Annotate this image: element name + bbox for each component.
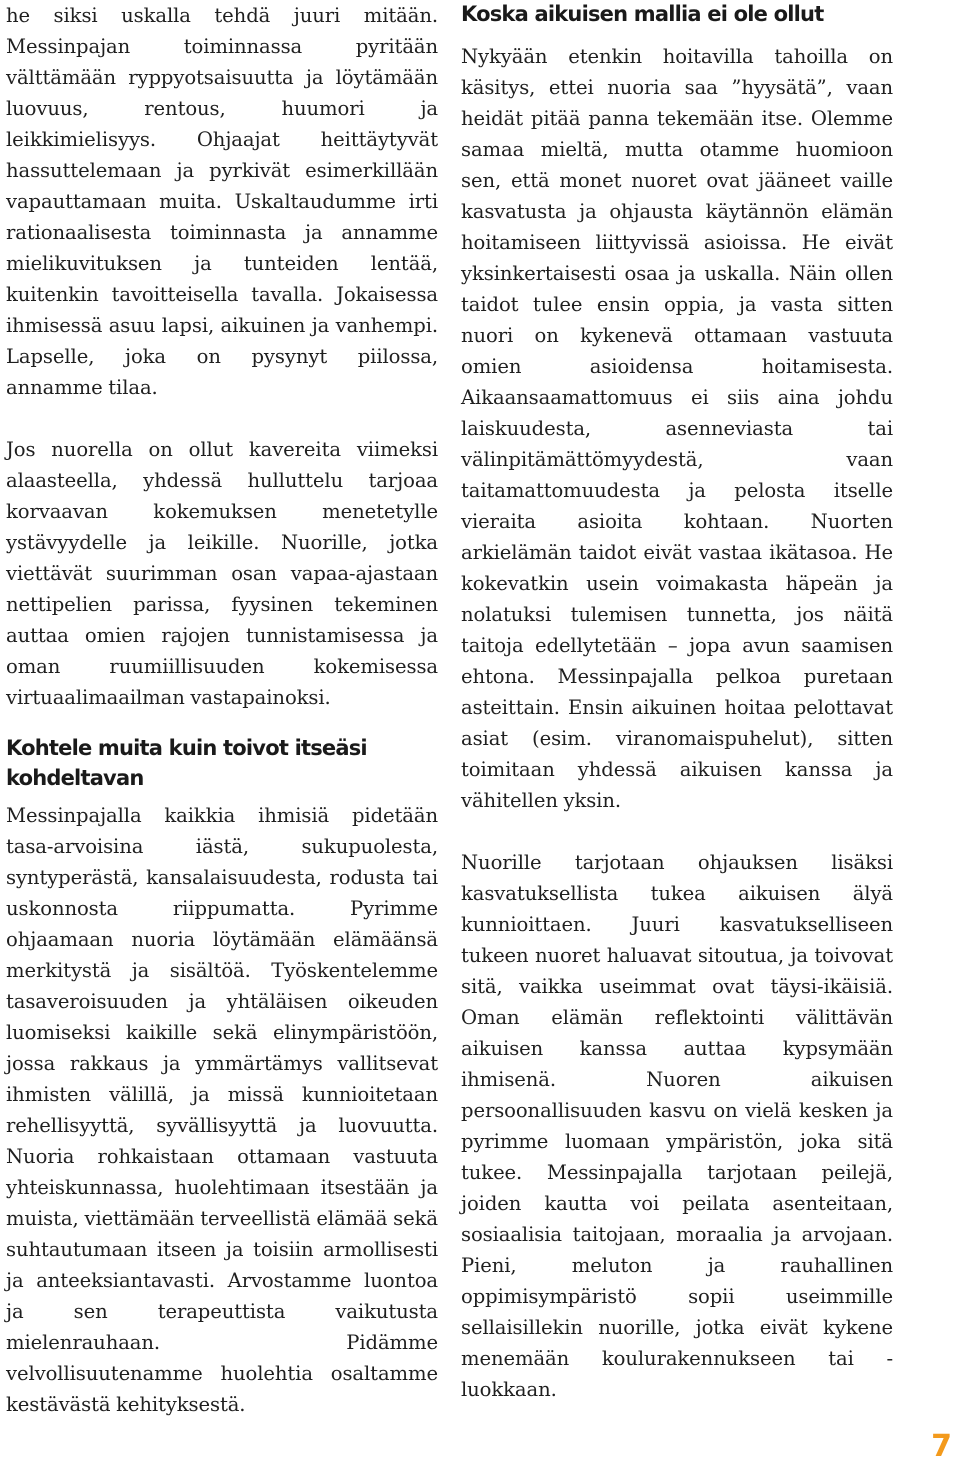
paragraph-spacer xyxy=(461,816,893,847)
right-paragraph-1: Nykyään etenkin hoitavilla tahoilla on käsitys, ettei nuoria saa ”hyysätä”, vaan heidät pitää panna tekemään itse. Olemme samaa mieltä, mutta otamme huomioon sen, että monet nuoret ovat jääneet vaille kasvatusta ja ohjausta käytännön elämän hoitamiseen liittyvissä asioissa. He eivät yksinkertaisesti osaa ja uskalla. Näin ollen taidot tulee ensin oppia, ja vasta sitten nuori on kykenevä ottamaan vastuuta omien asioidensa hoitamisesta. Aikaansaamattomuus ei siis aina johdu laiskuudesta, asenneviasta tai välinpitämättömyydestä, vaan taitamattomuudesta ja pelosta itselle vieraita asioita kohtaan. Nuorten arkielämän taidot eivät vastaa ikätasoa. He kokevatkin usein voimakasta häpeän ja nolatuksi tulemisen tunnetta, jos näitä taitoja edellytetään – jopa avun saamisen ehtona. Messinpajalla pelkoa puretaan asteittain. Ensin aikuinen hoitaa pelottavat asiat (esim. viranomaispuhelut), sitten toimitaan yhdessä aikuisen kanssa ja vähitellen yksin. xyxy=(461,45,893,812)
right-column xyxy=(461,0,893,1405)
paragraph-spacer xyxy=(6,403,438,434)
left-paragraph-3: Messinpajalla kaikkia ihmisiä pidetään tasa-arvoisina iästä, sukupuolesta, syntyperästä, kansalaisuudesta, rodusta tai uskonnosta riippumatta. Pyrimme ohjaamaan nuoria löytämään elämäänsä merkitystä ja sisältöä. Työskentelemme tasaveroisuuden ja yhtäläisen oikeuden luomiseksi kaikille sekä elinympäristöön, jossa rakkaus ja ymmärtämys vallitsevat ihmisten välillä, ja missä kunnioitetaan rehellisyyttä, syvällisyyttä ja luovuutta. Nuoria rohkaistaan ottamaan vastuuta yhteiskunnassa, huolehtimaan itsestään ja muista, viettämään terveellistä elämää sekä suhtautumaan itseen ja toisiin armollisesti ja anteeksiantavasti. Arvostamme luontoa ja sen terapeuttista vaikutusta mielenrauhaan. Pidämme velvollisuutenamme huolehtia osaltamme kestävästä kehityksestä. xyxy=(6,804,438,1416)
right-paragraph-2: Nuorille tarjotaan ohjauksen lisäksi kasvatuksellista tukea aikuisen älyä kunnioittaen. Juuri kasvatukselliseen tukeen nuoret haluavat sitoutua, ja toivovat sitä, vaikka useimmat ovat täysi-ikäisiä. Oman elämän reflektointi välittävän aikuisen kanssa auttaa kypsymään ihmisenä. Nuoren aikuisen persoonallisuuden kasvu on vielä kesken ja pyrimme luomaan ympäristön, joka sitä tukee. Messinpajalla tarjotaan peilejä, joiden kautta voi peilata asenteitaan, sosiaalisia taitojaan, moraalia ja arvojaan. Pieni, meluton ja rauhallinen oppimisympäristö sopii useimmille sellaisillekin nuorille, jotka eivät kykene menemään koulurakennukseen tai -luokkaan. xyxy=(461,851,893,1401)
section-heading-kohtele: Kohtele muita kuin toivot itseäsi kohdeltavan xyxy=(6,736,367,790)
left-paragraph-1: he siksi uskalla tehdä juuri mitään. Messinpajan toiminnassa pyritään välttämään ryppyotsaisuutta ja löytämään luovuus, rentous, huumori ja leikkimielisyys. Ohjaajat heittäytyvät hassuttelemaan ja pyrkivät esimerkillään vapauttamaan muita. Uskaltaudumme irti rationaalisesta toiminnasta ja annamme mielikuvituksen ja tunteiden lentää, kuitenkin tavoitteisella tavalla. Jokaisessa ihmisessä asuu lapsi, aikuinen ja vanhempi. Lapselle, joka on pysynyt piilossa, annamme tilaa. xyxy=(6,4,438,399)
left-column xyxy=(6,0,438,1420)
section-heading-koska: Koska aikuisen mallia ei ole ollut xyxy=(461,2,824,26)
left-paragraph-2: Jos nuorella on ollut kavereita viimeksi alaasteella, yhdessä hulluttelu tarjoaa korvaavan kokemuksen menetetylle ystävyydelle ja leikille. Nuorille, jotka viettävät suurimman osan vapaa-ajastaan nettipelien parissa, fyysinen tekeminen auttaa omien rajojen tunnistamisessa ja oman ruumiillisuuden kokemisessa virtuaalimaailman vastapainoksi. xyxy=(6,438,438,709)
page-number: 7 xyxy=(931,1429,952,1464)
